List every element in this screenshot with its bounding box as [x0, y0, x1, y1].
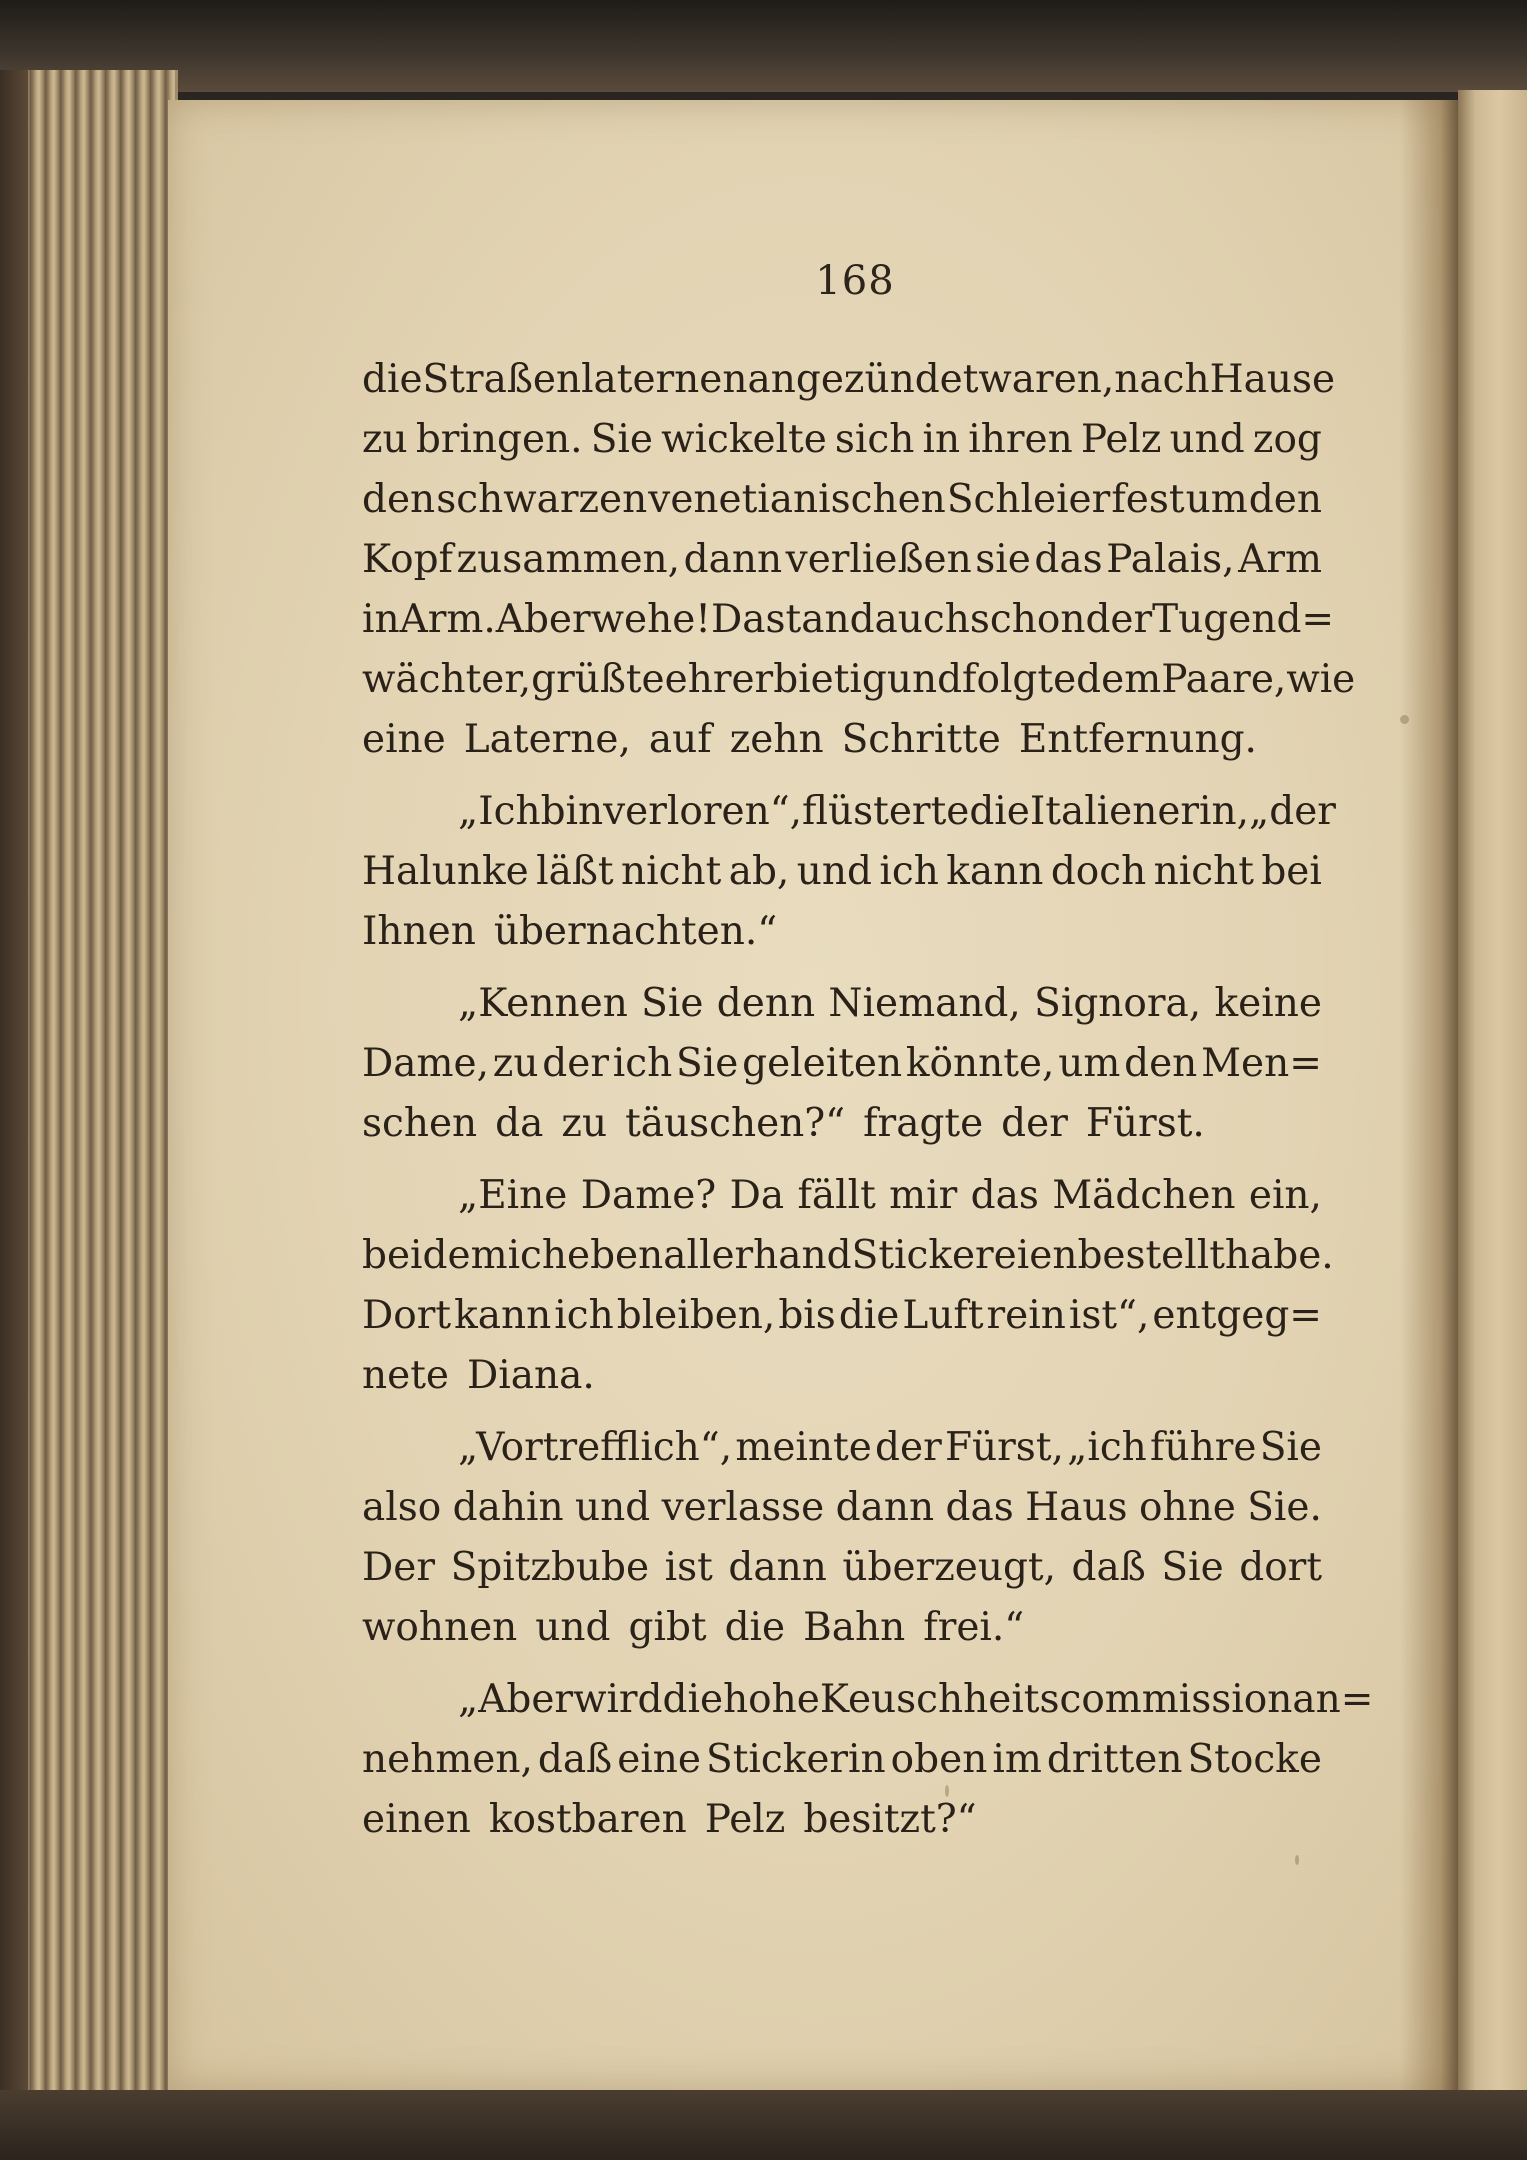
word: in	[922, 417, 961, 462]
word: und	[535, 1605, 611, 1650]
word: kostbaren	[488, 1797, 687, 1842]
paragraph	[362, 782, 1336, 962]
text-line	[362, 974, 1322, 1034]
word: daß	[537, 1737, 613, 1782]
word: der	[542, 1041, 609, 1086]
word: Palais,	[1106, 537, 1235, 582]
word: wickelte	[661, 417, 827, 462]
word: Sie	[1161, 1545, 1224, 1590]
text-line	[362, 902, 1322, 962]
word: ab,	[728, 849, 790, 894]
word: ist	[664, 1545, 713, 1590]
word: und	[886, 657, 963, 702]
word: die	[724, 1605, 786, 1650]
text-line	[362, 410, 1322, 470]
text-line	[362, 782, 1336, 842]
word: wird	[573, 1677, 663, 1722]
word: meinte	[735, 1425, 872, 1470]
word: besitzt?“	[803, 1797, 977, 1842]
word: ich	[612, 1041, 673, 1086]
word: geleiten	[742, 1041, 903, 1086]
word: dort	[1239, 1545, 1322, 1590]
word: sie	[975, 537, 1031, 582]
word: frei.“	[923, 1605, 1025, 1650]
word: ihren	[968, 417, 1073, 462]
word: „Aber	[458, 1677, 574, 1722]
word: kann	[454, 1293, 552, 1338]
word: in	[362, 597, 400, 642]
word: das	[945, 1485, 1014, 1530]
word: Arm	[1238, 537, 1322, 582]
word: „der	[1249, 789, 1336, 834]
word: ohne	[1139, 1485, 1236, 1530]
word: Dame,	[362, 1041, 489, 1086]
word: Fürst.	[1085, 1101, 1205, 1146]
word: „Eine	[458, 1173, 568, 1218]
word: dann	[728, 1545, 827, 1590]
page-gutter-shadow	[1400, 100, 1458, 2090]
word: könnte,	[905, 1041, 1055, 1086]
word: fragte	[863, 1101, 984, 1146]
word: überzeugt,	[842, 1545, 1056, 1590]
word: Pelz	[1080, 417, 1162, 462]
text-line	[362, 1034, 1322, 1094]
word: wehe!	[590, 597, 711, 642]
word: Sie.	[1247, 1485, 1322, 1530]
word: zu	[362, 417, 408, 462]
word: Arm.	[399, 597, 496, 642]
word: Der	[362, 1545, 435, 1590]
word: zu	[492, 1041, 539, 1086]
text-line	[362, 1598, 1322, 1658]
word: Fürst,	[944, 1425, 1064, 1470]
word: verloren“,	[603, 789, 803, 834]
word: zehn	[729, 717, 824, 762]
word: einen	[362, 1797, 471, 1842]
word: waren,	[978, 357, 1115, 402]
word: folgte	[962, 657, 1077, 702]
word: schon	[969, 597, 1086, 642]
word: also	[362, 1485, 442, 1530]
word: bin	[540, 789, 604, 834]
word: ehrerbietig	[664, 657, 887, 702]
word: den	[362, 477, 436, 522]
word: dann	[683, 537, 783, 582]
word: bei	[1261, 849, 1322, 894]
word: Stickereien	[851, 1233, 1078, 1278]
word: Diana.	[466, 1353, 595, 1398]
text-line	[362, 1478, 1322, 1538]
word: Aber	[495, 597, 591, 642]
word: nicht	[1153, 849, 1254, 894]
word: Keuschheitscommission	[819, 1677, 1293, 1722]
word: eine	[617, 1737, 701, 1782]
word: entgeg=	[1152, 1293, 1322, 1338]
text-line	[362, 470, 1322, 530]
text-line	[362, 710, 1322, 770]
word: Sie	[590, 417, 653, 462]
word: um	[1058, 1041, 1121, 1086]
word: daß	[1071, 1545, 1146, 1590]
word: Paare,	[1161, 657, 1287, 702]
word: bis	[778, 1293, 836, 1338]
text-line	[362, 590, 1335, 650]
word: zu	[561, 1101, 608, 1146]
text-line	[362, 1538, 1322, 1598]
word: um	[1185, 477, 1248, 522]
word: Da	[710, 597, 766, 642]
word: bleiben,	[616, 1293, 776, 1338]
paper-speck	[1400, 715, 1409, 724]
word: Entfernung.	[1018, 717, 1257, 762]
word: keine	[1214, 981, 1322, 1026]
text-line	[362, 1286, 1322, 1346]
paragraph-gap	[362, 1154, 1322, 1166]
word: zog	[1252, 417, 1322, 462]
word: Schritte	[841, 717, 1001, 762]
word: rein	[986, 1293, 1066, 1338]
word: Straßenlaternen	[422, 357, 748, 402]
word: ich	[554, 1293, 614, 1338]
text-line	[362, 650, 1356, 710]
word: Sie	[676, 1041, 739, 1086]
word: der	[875, 1425, 942, 1470]
text-line	[362, 1730, 1322, 1790]
word: venetianischen	[648, 477, 946, 522]
word: Tugend=	[1152, 597, 1335, 642]
word: läßt	[536, 849, 614, 894]
word: angezündet	[747, 357, 979, 402]
word: Bahn	[803, 1605, 906, 1650]
word: nach	[1114, 357, 1210, 402]
word: flüsterte	[802, 789, 970, 834]
word: kann	[946, 849, 1044, 894]
paragraph-gap	[362, 1658, 1322, 1670]
word: mir	[889, 1173, 958, 1218]
word: nete	[362, 1353, 449, 1398]
paragraph-gap	[362, 1406, 1322, 1418]
word: ist“,	[1068, 1293, 1150, 1338]
word: schwarzen	[436, 477, 648, 522]
word: dem	[1076, 657, 1162, 702]
word: Ihnen	[362, 909, 476, 954]
word: zusammen,	[456, 537, 681, 582]
word: bei	[362, 1233, 423, 1278]
word: täuschen?“	[625, 1101, 846, 1146]
word: wohnen	[362, 1605, 518, 1650]
word: „Vortrefflich“,	[458, 1425, 733, 1470]
word: nehmen,	[362, 1737, 533, 1782]
word: ein,	[1248, 1173, 1322, 1218]
word: fällt	[797, 1173, 876, 1218]
word: wächter,	[362, 657, 532, 702]
word: das	[1034, 537, 1103, 582]
word: verlasse	[661, 1485, 825, 1530]
word: auch	[874, 597, 970, 642]
word: und	[1169, 417, 1245, 462]
word: denn	[716, 981, 816, 1026]
word: Stocke	[1187, 1737, 1322, 1782]
page-number: 168	[815, 258, 895, 304]
word: dann	[835, 1485, 935, 1530]
paragraph	[362, 1670, 1374, 1850]
word: Sie	[641, 981, 704, 1026]
word: ich	[507, 1233, 567, 1278]
word: sich	[834, 417, 915, 462]
word: dem	[422, 1233, 508, 1278]
word: bestellt	[1077, 1233, 1225, 1278]
word: der	[1001, 1101, 1068, 1146]
word: Spitzbube	[450, 1545, 650, 1590]
word: und	[796, 849, 872, 894]
word: wie	[1286, 657, 1356, 702]
word: Hause	[1209, 357, 1336, 402]
word: „Ich	[458, 789, 541, 834]
word: Laterne,	[463, 717, 631, 762]
word: hohe	[723, 1677, 820, 1722]
paragraph	[362, 350, 1356, 770]
text-line	[362, 350, 1336, 410]
word: oben	[890, 1737, 988, 1782]
word: eben	[567, 1233, 664, 1278]
word: Sie	[1259, 1425, 1322, 1470]
word: Signora,	[1034, 981, 1202, 1026]
word: die	[362, 357, 423, 402]
paper-speck	[1295, 1855, 1299, 1865]
word: schen	[362, 1101, 478, 1146]
word: Kopf	[362, 537, 453, 582]
word: Dame?	[580, 1173, 717, 1218]
word: den	[1248, 477, 1322, 522]
text-line	[362, 842, 1322, 902]
word: bringen.	[415, 417, 583, 462]
paragraph-gap	[362, 962, 1322, 974]
word: Schleier	[946, 477, 1111, 522]
word: verließen	[785, 537, 972, 582]
word: doch	[1050, 849, 1147, 894]
word: führe	[1150, 1425, 1257, 1470]
word: Da	[729, 1173, 785, 1218]
word: nicht	[621, 849, 722, 894]
word: Mädchen	[1052, 1173, 1236, 1218]
word: fest	[1111, 477, 1185, 522]
word: auf	[648, 717, 712, 762]
word: habe.	[1224, 1233, 1334, 1278]
word: im	[992, 1737, 1042, 1782]
book-spine	[0, 70, 28, 2110]
word: Pelz	[704, 1797, 786, 1842]
word: Haus	[1025, 1485, 1128, 1530]
text-line	[362, 1166, 1322, 1226]
paragraph	[362, 1418, 1322, 1658]
text-line	[362, 1094, 1322, 1154]
word: gibt	[628, 1605, 707, 1650]
word: da	[495, 1101, 544, 1146]
word: dritten	[1046, 1737, 1183, 1782]
word: die	[662, 1677, 724, 1722]
word: „Kennen	[458, 981, 628, 1026]
word: die	[969, 789, 1030, 834]
word: der	[1085, 597, 1153, 642]
book-cover-bottom-edge	[0, 2090, 1527, 2160]
paragraph	[362, 974, 1322, 1154]
text-line	[362, 530, 1322, 590]
word: die	[838, 1293, 900, 1338]
word: übernachten.“	[493, 909, 778, 954]
text-line	[362, 1346, 1322, 1406]
word: Stickerin	[706, 1737, 886, 1782]
text-line	[362, 1226, 1334, 1286]
word: und	[575, 1485, 651, 1530]
text-line	[362, 1790, 1322, 1850]
word: den	[1124, 1041, 1198, 1086]
paragraph	[362, 1166, 1334, 1406]
word: ich	[879, 849, 939, 894]
word: Halunke	[362, 849, 529, 894]
word: Niemand,	[828, 981, 1021, 1026]
word: das	[970, 1173, 1039, 1218]
word: Italienerin,	[1029, 789, 1250, 834]
word: „ich	[1067, 1425, 1147, 1470]
word: Luft	[902, 1293, 984, 1338]
word: an=	[1292, 1677, 1374, 1722]
paragraph-gap	[362, 770, 1322, 782]
word: eine	[362, 717, 446, 762]
text-line	[362, 1670, 1374, 1730]
book-cover-top-edge	[0, 0, 1527, 92]
word: stand	[765, 597, 875, 642]
word: Dort	[362, 1293, 452, 1338]
text-line	[362, 1418, 1322, 1478]
word: dahin	[452, 1485, 564, 1530]
facing-page-edge	[1458, 90, 1527, 2100]
word: grüßte	[531, 657, 665, 702]
word: allerhand	[663, 1233, 852, 1278]
word: Men=	[1201, 1041, 1322, 1086]
body-text	[362, 350, 1374, 1850]
